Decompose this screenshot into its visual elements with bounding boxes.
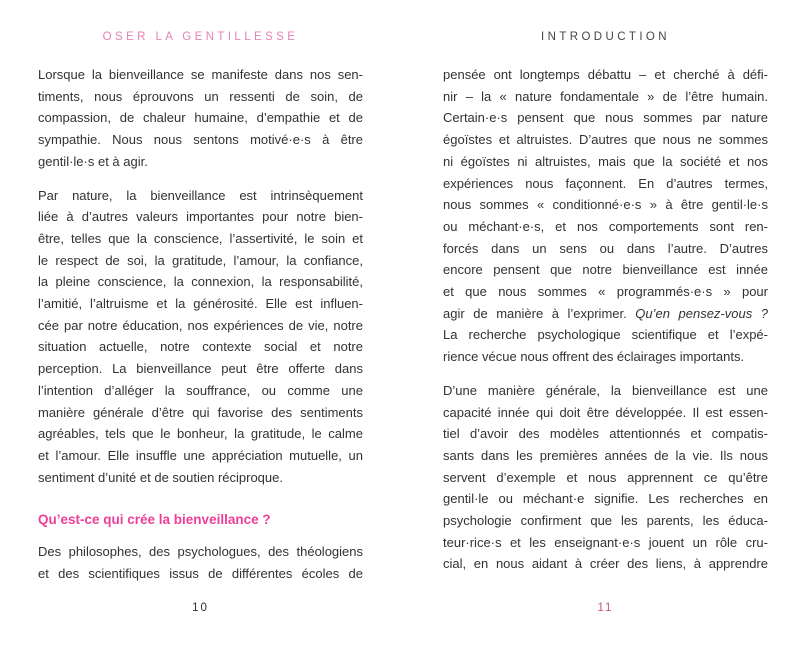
- text-line: l’amitié, l’altruisme et la générosité. Elle est influen-: [38, 296, 363, 312]
- text-line: La recherche psychologique scientifique et l’expé-: [443, 327, 768, 343]
- running-head-book-title: OSER LA GENTILLESSE: [102, 31, 299, 43]
- text-line: nir – la « nature fondamentale » de l’être humain.: [443, 88, 768, 104]
- text-line: sympathie. Nous nous sentons motivé·e·s à être: [38, 132, 363, 148]
- text-line: servent d’exemple et nous apprennent ce qu’être: [443, 469, 768, 485]
- text-line: et l’amour. Elle insuffle une appréciation mutuelle, un: [38, 447, 363, 463]
- text-line: et des scientifiques issus de différentes écoles de: [38, 566, 363, 582]
- text-line: la pleine conscience, la connexion, la responsabilité,: [38, 274, 363, 290]
- text-segment: agir de manière à l’exprimer.: [443, 305, 636, 321]
- text-line: rience vécue nous offrent des éclairages importants.: [443, 349, 745, 365]
- page-body-left: [38, 64, 363, 597]
- text-line: forcés dans un sens ou dans l’autre. D’autres: [443, 240, 768, 256]
- text-line: nous sommes « conditionné·e·s » à être gentil·le·s: [443, 197, 768, 213]
- text-line: être, telles que la conscience, l’assertivité, le soin et: [38, 230, 363, 246]
- text-line: Lorsque la bienveillance se manifeste dans nos sen-: [38, 67, 363, 82]
- paragraph: [443, 64, 768, 368]
- page-number-left: 10: [192, 602, 209, 614]
- text-line: et que nous sommes « programmés·e·s » pour: [443, 284, 768, 300]
- text-line: pensée ont longtemps débattu – et cherché à défi-: [443, 67, 768, 82]
- text-line: cée par notre éducation, nos expériences de vie, notre: [38, 317, 363, 333]
- text-line: situation actuelle, notre contexte social et notre: [38, 339, 363, 355]
- text-line: sentiment d’unité et de soutien réciproque.: [38, 469, 283, 485]
- text-line: liée à d’autres valeurs importantes pour notre bien-: [38, 209, 363, 225]
- paragraph: [38, 64, 363, 173]
- text-line: Certain·e·s pensent que nous sommes par nature: [443, 110, 768, 126]
- text-line: ni égoïstes ni altruistes, mais que la société et nos: [443, 153, 768, 169]
- section-heading: Qu’est-ce qui crée la bienveillance ?: [38, 512, 271, 528]
- text-line: psychologie confirment que les parents, les éduca-: [443, 513, 768, 529]
- text-line: compassion, de chaleur humaine, d’empathie et de: [38, 110, 363, 126]
- page-number-right: 11: [597, 602, 614, 614]
- text-line: manière générale d’être qui favorise des sentiments: [38, 404, 363, 420]
- text-line: Des philosophes, des psychologues, des théologiens: [38, 544, 363, 560]
- text-line: le respect de soi, la gratitude, l’amour, la confiance,: [38, 252, 363, 268]
- text-line: D’une manière générale, la bienveillance est une: [443, 382, 768, 398]
- text-line: teur·rice·s et les enseignant·e·s jouent un rôle cru-: [443, 534, 768, 550]
- text-line: expériences nous façonnent. En d’autres termes,: [443, 175, 768, 191]
- text-line: tiel d’avoir des modèles attentionnés et compatis-: [443, 426, 768, 442]
- paragraph: [38, 541, 363, 584]
- text-line: timents, nous éprouvons un ressenti de soin, de: [38, 88, 363, 104]
- text-line: agréables, tels que le bonheur, la gratitude, le calme: [38, 426, 363, 442]
- text-line: gentil·le·s et à agir.: [38, 153, 148, 169]
- page-right: [443, 0, 768, 647]
- page-left: [38, 0, 363, 647]
- text-line: égoïstes et altruistes. D’autres que nous ne sommes: [443, 132, 768, 148]
- running-head-chapter-title: INTRODUCTION: [541, 31, 670, 43]
- text-line: [443, 303, 768, 325]
- text-line: Par nature, la bienveillance est intrinsèquement: [38, 187, 363, 203]
- paragraph: [443, 380, 768, 575]
- text-line: cial, en nous aidant à créer des liens, à apprendre: [443, 556, 768, 572]
- text-line: capacité innée qui doit être développée. Il est essen-: [443, 404, 768, 420]
- text-line: gentil·le ou méchant·e signifie. Les recherches en: [443, 491, 768, 507]
- text-line: perception. La bienveillance peut être offerte dans: [38, 361, 363, 377]
- text-line: sants dans les premières années de la vie. Ils nous: [443, 447, 768, 463]
- text-line: ou méchant·e·s, et nos comportements sont ren-: [443, 218, 768, 234]
- text-line: l’intention d’alléger la souffrance, ou comme une: [38, 382, 363, 398]
- italic-text-segment: Qu’en pensez-vous ?: [635, 305, 768, 321]
- paragraph: [38, 185, 363, 489]
- text-line: encore pensent que notre bienveillance est innée: [443, 262, 768, 278]
- page-body-right: [443, 64, 768, 587]
